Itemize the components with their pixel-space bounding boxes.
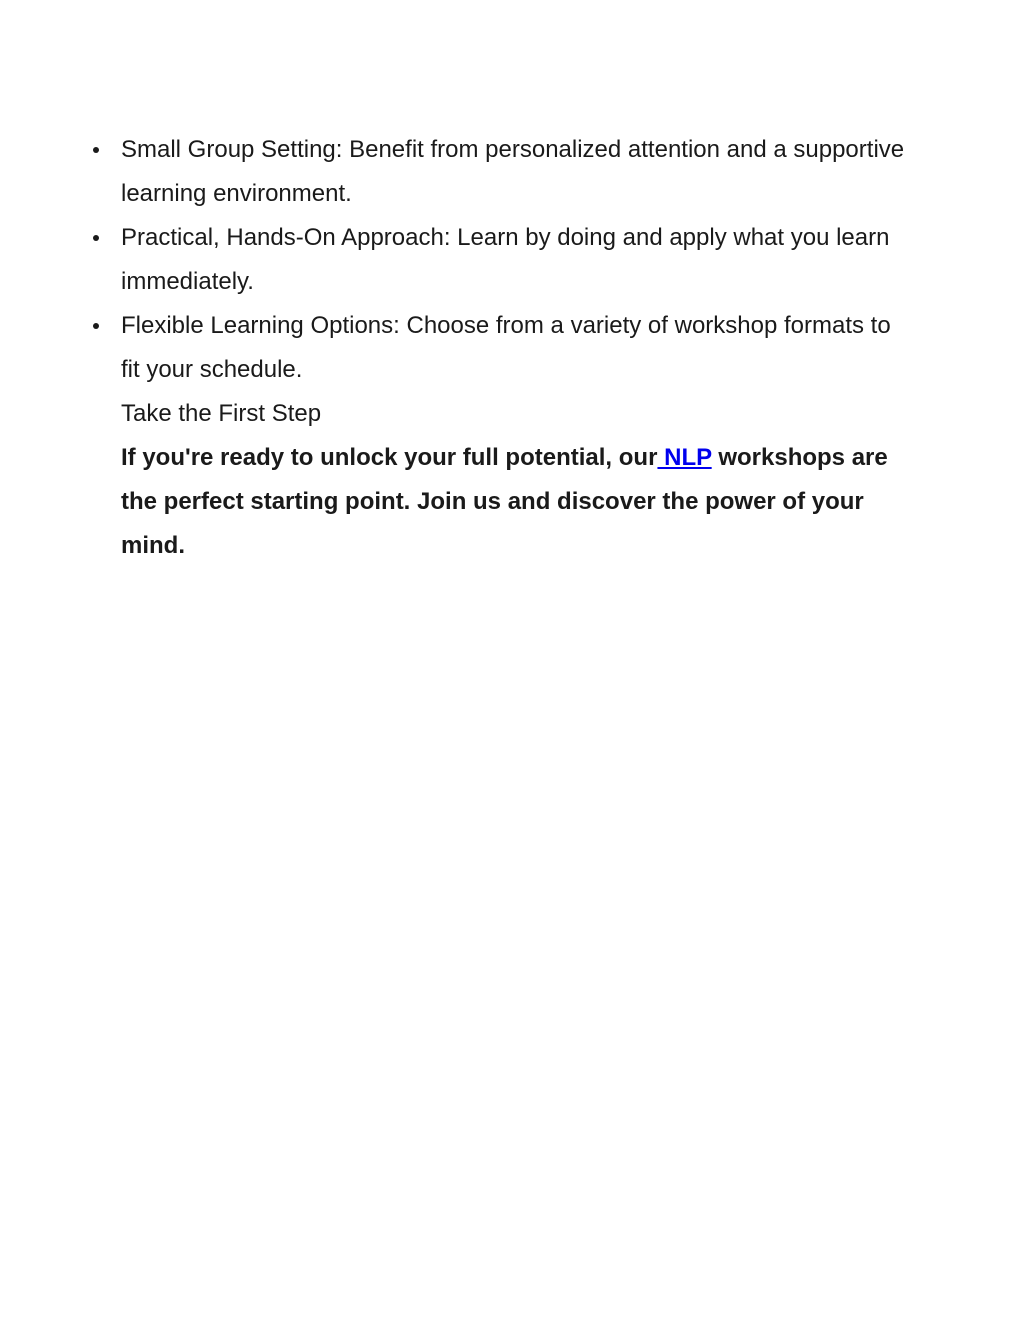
cta-paragraph [121,436,911,568]
cta-text-after: workshops are the perfect starting point. Join us and discover the power of your mind. [121,444,888,559]
feature-text: Small Group Setting: Benefit from personalized attention and a supportive learning environment. [121,136,905,207]
section-heading: Take the First Step [121,400,322,427]
bullet-icon [90,216,102,260]
cta-text-before: If you're ready to unlock your full potential, our [121,444,658,471]
feature-text: Flexible Learning Options: Choose from a variety of workshop formats to fit your schedule. [121,312,891,383]
feature-list [121,128,911,392]
list-item [121,128,911,216]
feature-text: Practical, Hands-On Approach: Learn by doing and apply what you learn immediately. [121,224,890,295]
list-item [121,304,911,392]
list-item [121,216,911,304]
nlp-link[interactable]: NLP [657,444,712,471]
bullet-icon [90,128,102,172]
page-content [121,128,911,568]
bullet-icon [90,304,102,348]
